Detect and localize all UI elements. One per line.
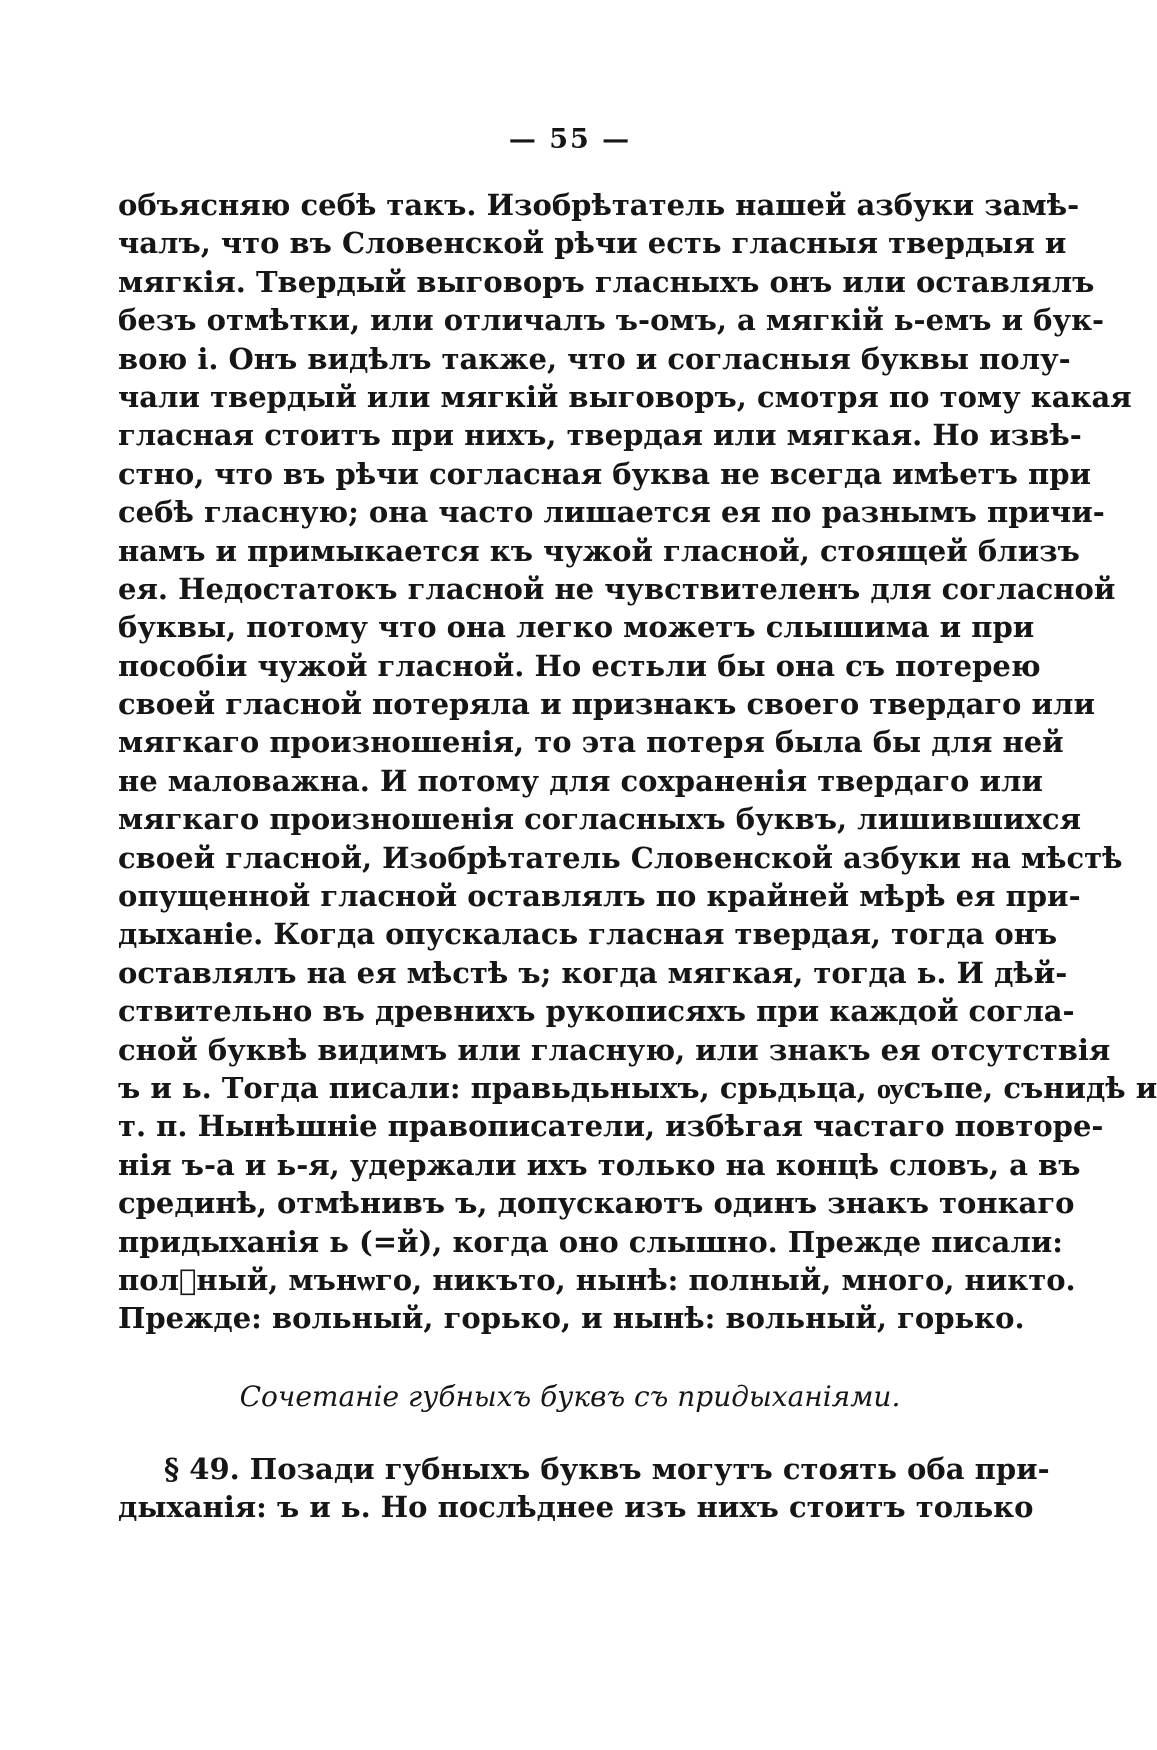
- text-line-3: мягкія. Твердый выговоръ гласныхъ онъ или оставлялъ: [118, 264, 1095, 299]
- text-line-20: дыханіе. Когда опускалась гласная твердая, тогда онъ: [118, 917, 1058, 952]
- text-line-7: гласная стоитъ при нихъ, твердая или мягкая. Но извѣ-: [118, 418, 1082, 453]
- text-line-17: мягкаго произношенія согласныхъ буквъ, лишившихся: [118, 802, 1082, 837]
- page-number: — 55 —: [508, 124, 632, 155]
- text-line-8: стно, что въ рѣчи согласная буква не всегда имѣетъ при: [118, 456, 1091, 491]
- section-49-line-1: § 49. Позади губныхъ буквъ могутъ стоять оба при-: [164, 1452, 1050, 1486]
- text-line-22: ствительно въ древнихъ рукописяхъ при каждой согла-: [118, 994, 1075, 1029]
- text-line-19: опущенной гласной оставлялъ по крайней мѣрѣ ея при-: [118, 879, 1081, 914]
- text-line-15: мягкаго произношенія, то эта потеря была бы для ней: [118, 725, 1064, 760]
- text-line-21: оставлялъ на ея мѣстѣ ъ; когда мягкая, тогда ь. И дѣй-: [118, 955, 1068, 990]
- main-paragraph: [118, 186, 1157, 1338]
- text-line-12: буквы, потому что она легко можетъ слышима и при: [118, 610, 1035, 645]
- text-line-30: Прежде: вольный, горько, и нынѣ: вольный, горько.: [118, 1301, 1025, 1336]
- text-line-13: пособіи чужой гласной. Но естьли бы она съ потерею: [118, 648, 1041, 683]
- section-heading: Сочетаніе губныхъ буквъ съ придыханіями.: [239, 1380, 901, 1413]
- section-49-paragraph: [118, 1450, 1050, 1527]
- text-line-10: намъ и примыкается къ чужой гласной, стоящей близъ: [118, 533, 1080, 568]
- text-line-11: ея. Недостатокъ гласной не чувствителенъ для согласной: [118, 571, 1116, 606]
- text-line-16: не маловажна. И потому для сохраненія твердаго или: [118, 763, 1043, 798]
- text-line-25: т. п. Нынѣшніе правописатели, избѣгая частаго повторе-: [118, 1109, 1104, 1144]
- text-line-26: нія ъ-а и ь-я, удержали ихъ только на концѣ словъ, а въ: [118, 1147, 1081, 1182]
- text-line-2: чалъ, что въ Словенской рѣчи есть гласныя твердыя и: [118, 226, 1067, 261]
- text-line-4: безъ отмѣтки, или отличалъ ъ-омъ, а мягкій ь-емъ и бук-: [118, 303, 1105, 338]
- text-line-29: пол꙽ный, мънѡго, никъто, нынѣ: полный, много, никто.: [118, 1262, 1076, 1297]
- section-49-line-2: дыханія: ъ и ь. Но послѣднее изъ нихъ стоитъ только: [118, 1490, 1034, 1525]
- text-line-9: себѣ гласную; она часто лишается ея по разнымъ причи-: [118, 495, 1105, 530]
- text-line-14: своей гласной потеряла и признакъ своего твердаго или: [118, 687, 1095, 722]
- text-line-28: придыханія ь (=й), когда оно слышно. Прежде писали:: [118, 1224, 1063, 1259]
- text-line-1: объясняю себѣ такъ. Изобрѣтатель нашей азбуки замѣ-: [118, 188, 1080, 222]
- text-line-6: чали твердый или мягкій выговоръ, смотря по тому какая: [118, 379, 1132, 414]
- text-line-18: своей гласной, Изобрѣтатель Словенской азбуки на мѣстѣ: [118, 840, 1123, 875]
- text-line-24: ъ и ь. Тогда писали: правьдьныхъ, срьдьца, ѹсъпе, сънидѣ и: [118, 1070, 1157, 1105]
- text-line-23: сной буквѣ видимъ или гласную, или знакъ ея отсутствія: [118, 1032, 1111, 1067]
- text-line-5: вою і. Онъ видѣлъ также, что и согласныя буквы полу-: [118, 341, 1071, 376]
- text-line-27: срединѣ, отмѣнивъ ъ, допускаютъ одинъ знакъ тонкаго: [118, 1186, 1075, 1221]
